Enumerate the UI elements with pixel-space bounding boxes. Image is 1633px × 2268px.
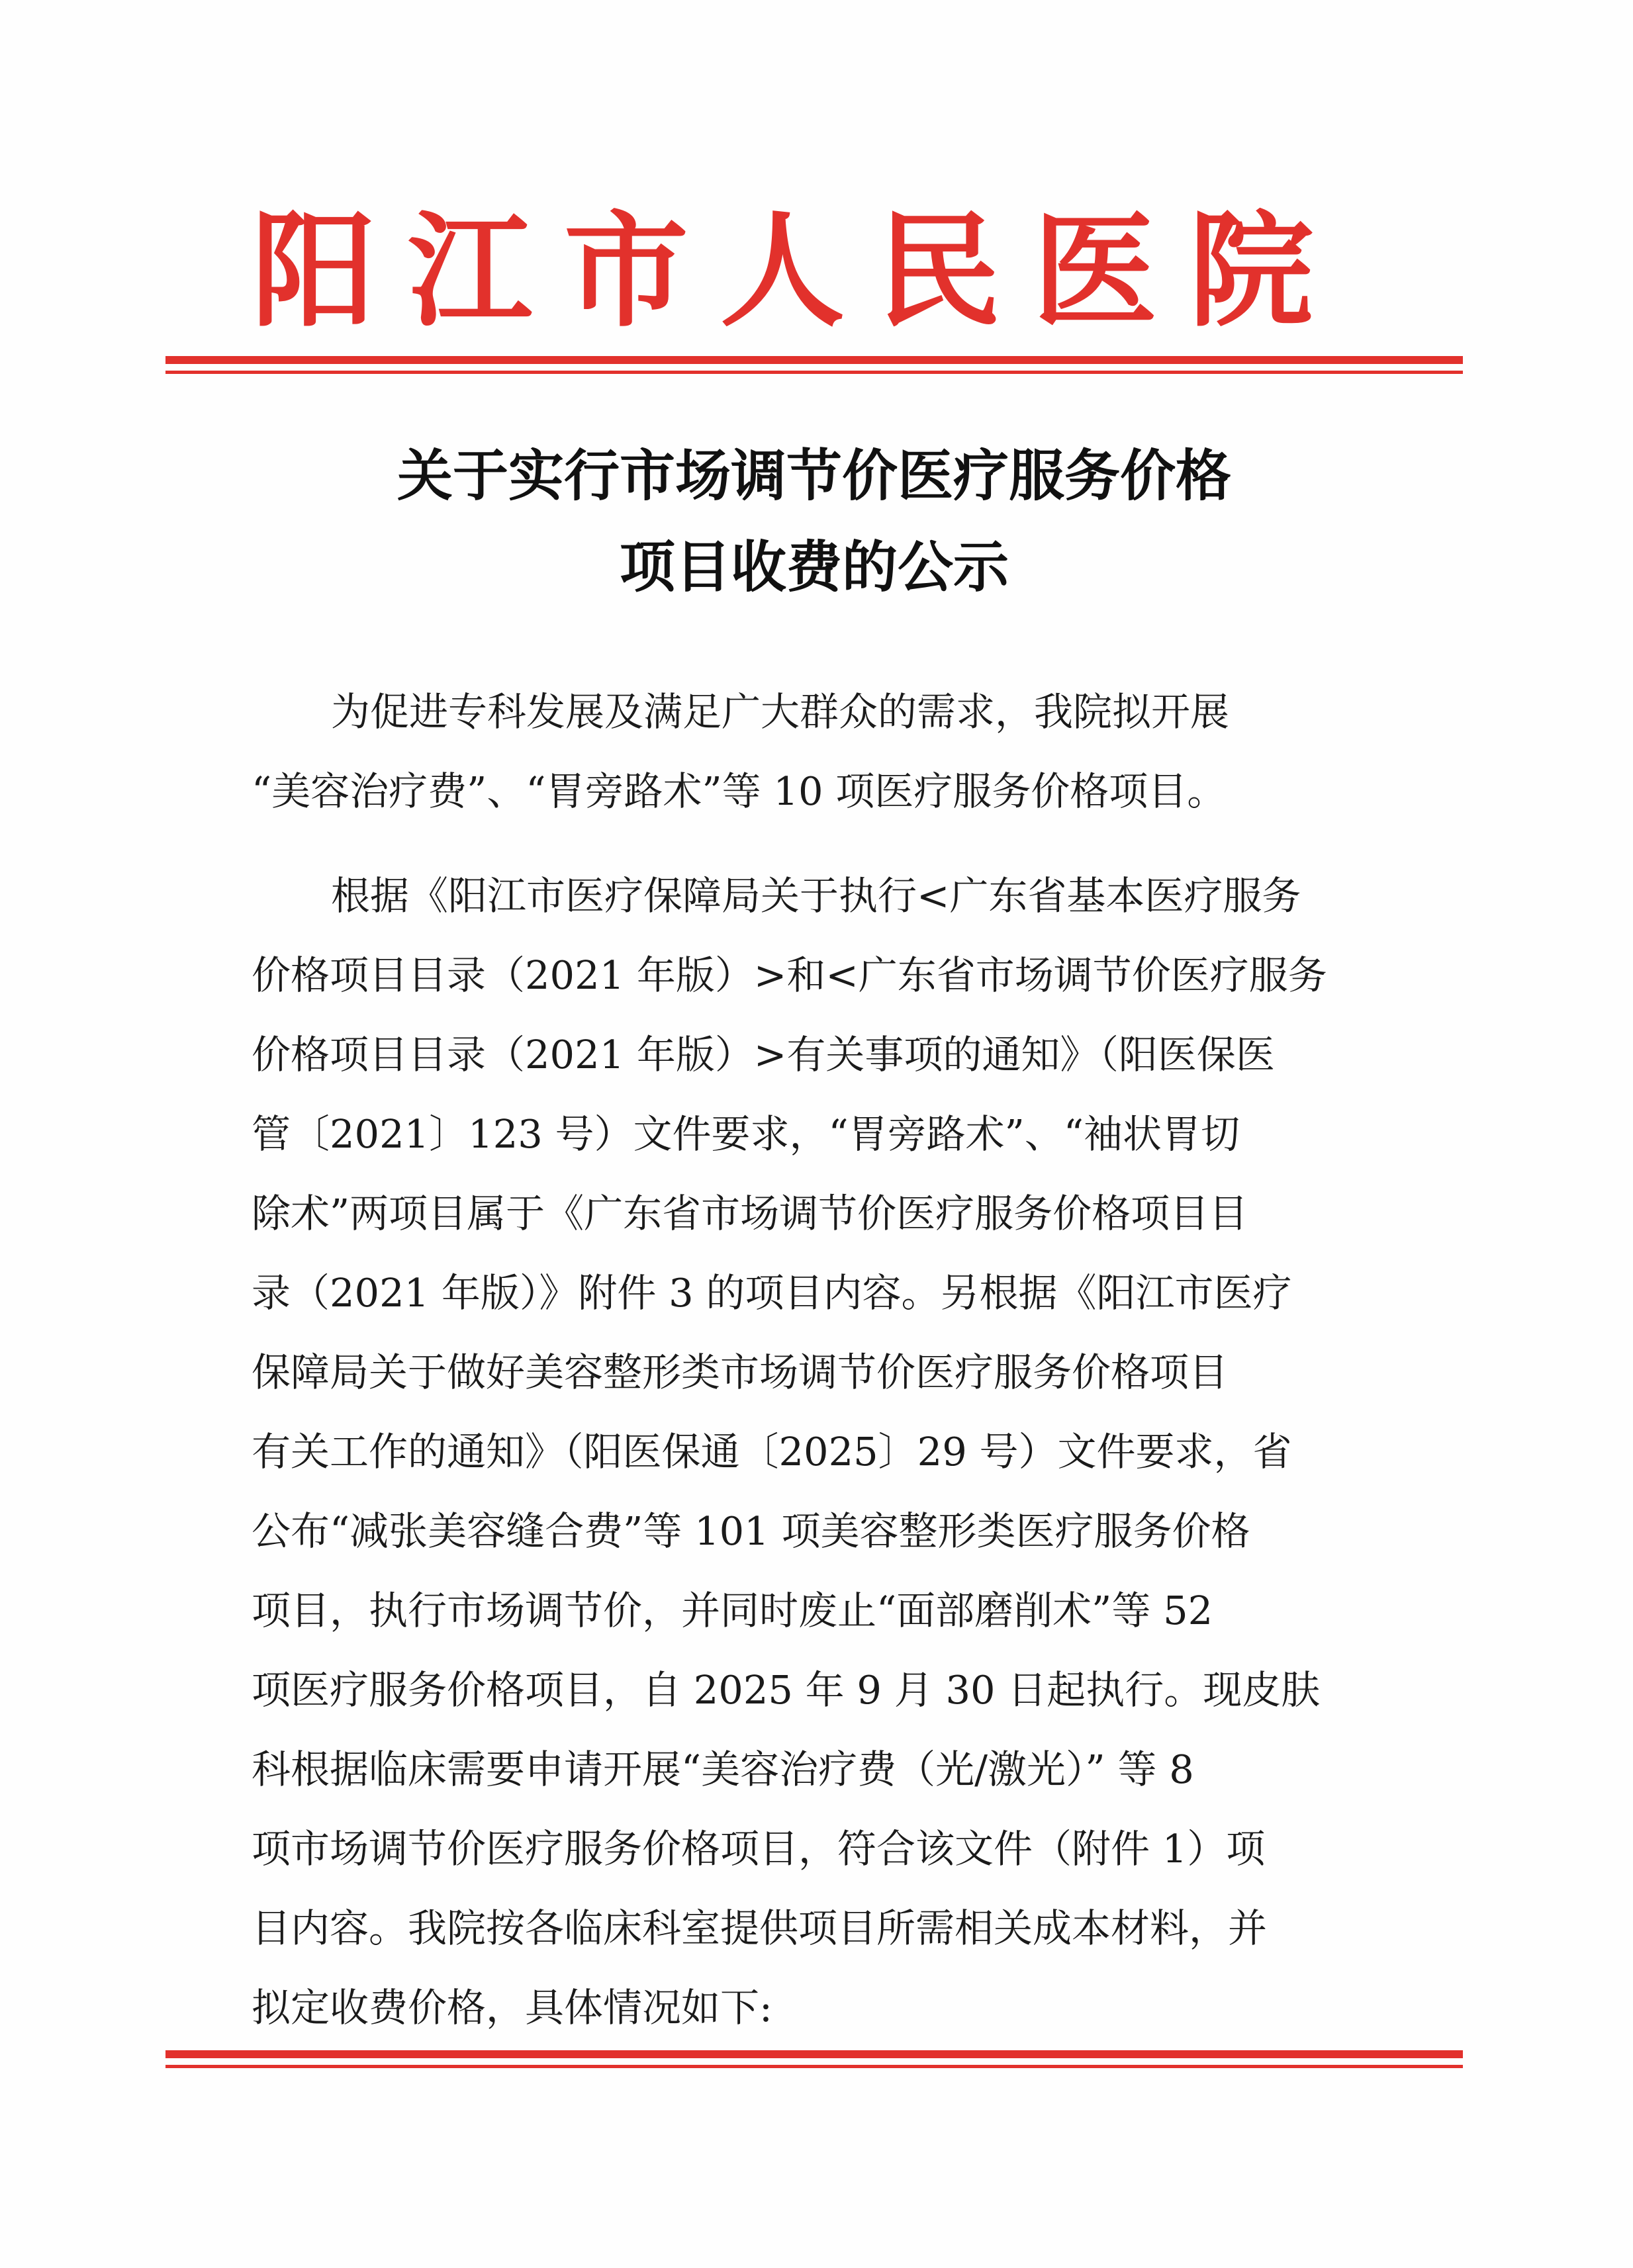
text-line: 根据《阳江市医疗保障局关于执行<广东省基本医疗服务 xyxy=(331,873,1301,919)
footer-rule-thin xyxy=(165,2065,1463,2068)
paragraph-1 xyxy=(252,672,1403,831)
text-line: “美容治疗费”、“胃旁路术”等 10 项医疗服务价格项目。 xyxy=(252,768,1227,814)
org-name-header: 阳江市人民医院 xyxy=(252,198,1345,344)
text-line: 公布“减张美容缝合费”等 101 项美容整形类医疗服务价格 xyxy=(252,1508,1250,1554)
title-line: 项目收费的公示 xyxy=(619,534,1009,600)
text-line: 保障局关于做好美容整形类市场调节价医疗服务价格项目 xyxy=(252,1349,1229,1395)
text-line: 为促进专科发展及满足广大群众的需求，我院拟开展 xyxy=(331,689,1230,735)
text-line: 项医疗服务价格项目，自 2025 年 9 月 30 日起执行。现皮肤 xyxy=(252,1667,1321,1713)
paragraph-2 xyxy=(252,856,1403,2048)
text-line: 科根据临床需要申请开展“美容治疗费（光/激光）” 等 8 xyxy=(252,1746,1194,1792)
text-line: 拟定收费价格，具体情况如下: xyxy=(252,1985,772,2030)
text-line: 有关工作的通知》（阳医保通〔2025〕29 号）文件要求，省 xyxy=(252,1429,1292,1474)
title-line: 关于实行市场调节价医疗服务价格 xyxy=(397,443,1231,508)
document-title xyxy=(199,430,1430,613)
text-line: 管〔2021〕123 号）文件要求，“胃旁路术”、“袖状胃切 xyxy=(252,1111,1240,1157)
text-line: 目内容。我院按各临床科室提供项目所需相关成本材料，并 xyxy=(252,1905,1268,1951)
text-line: 价格项目目录（2021 年版）>和<广东省市场调节价医疗服务 xyxy=(252,952,1327,998)
text-line: 除术”两项目属于《广东省市场调节价医疗服务价格项目目 xyxy=(252,1191,1248,1236)
text-line: 价格项目目录（2021 年版）>有关事项的通知》（阳医保医 xyxy=(252,1032,1275,1077)
header-rule-thick xyxy=(165,356,1463,364)
footer-rule-thick xyxy=(165,2050,1463,2058)
document-body xyxy=(252,672,1403,2048)
text-line: 项市场调节价医疗服务价格项目，符合该文件（附件 1）项 xyxy=(252,1826,1266,1872)
text-line: 项目，执行市场调节价，并同时废止“面部磨削术”等 52 xyxy=(252,1588,1213,1633)
header-rule-thin xyxy=(165,371,1463,374)
text-line: 录（2021 年版）》附件 3 的项目内容。另根据《阳江市医疗 xyxy=(252,1270,1292,1316)
